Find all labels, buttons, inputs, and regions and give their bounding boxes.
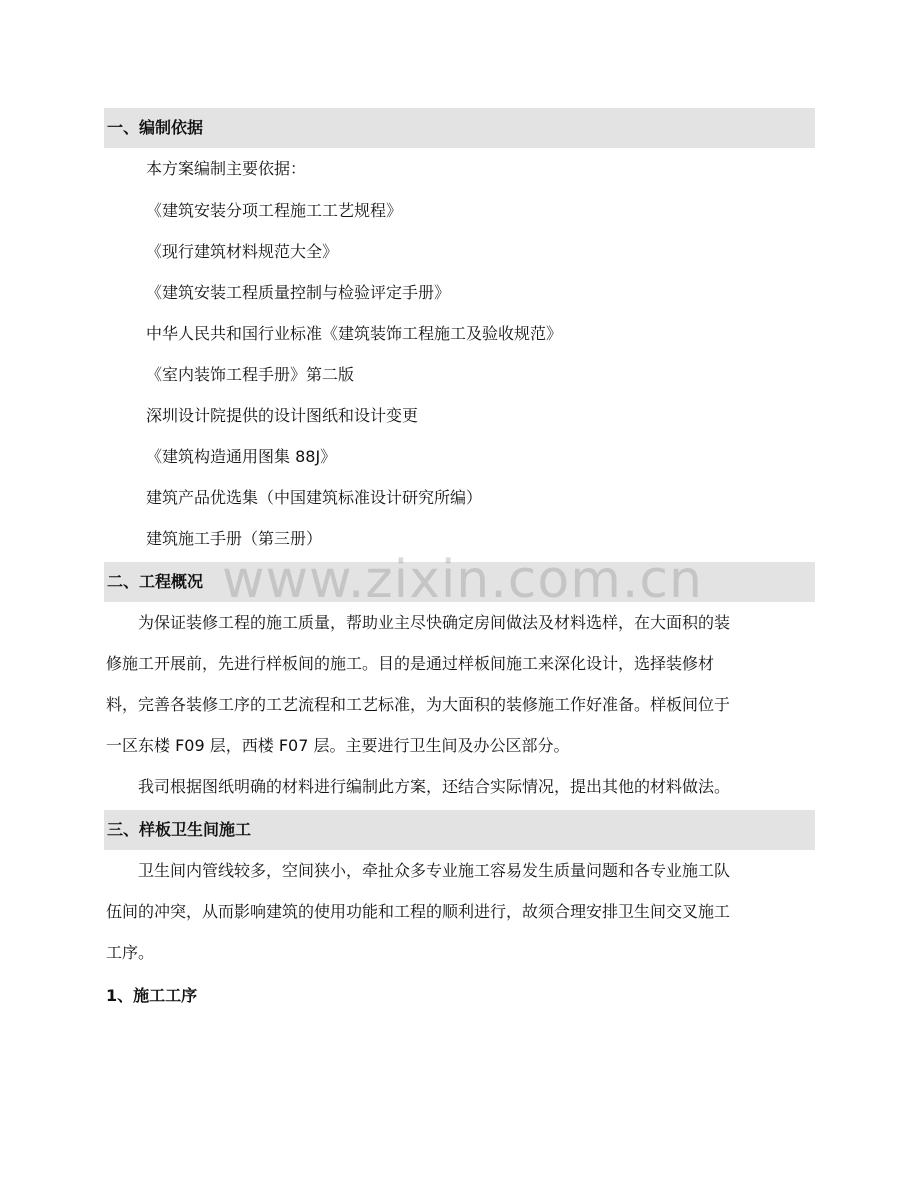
reference-item: 《建筑构造通用图集 88J》 bbox=[146, 447, 337, 466]
reference-item: 建筑施工手册（第三册） bbox=[146, 529, 323, 548]
reference-item: 中华人民共和国行业标准《建筑装饰工程施工及验收规范》 bbox=[146, 324, 563, 343]
reference-item: 《建筑安装分项工程施工工艺规程》 bbox=[146, 201, 403, 220]
overview-line: 一区东楼 F09 层，西楼 F07 层。主要进行卫生间及办公区部分。 bbox=[106, 736, 570, 755]
overview-line: 料，完善各装修工序的工艺流程和工艺标准，为大面积的装修施工作好准备。样板间位于 bbox=[106, 695, 731, 714]
reference-item: 建筑产品优选集（中国建筑标准设计研究所编） bbox=[146, 488, 483, 507]
bathroom-line: 伍间的冲突，从而影响建筑的使用功能和工程的顺利进行，故须合理安排卫生间交叉施工 bbox=[106, 902, 731, 921]
reference-item: 《建筑安装工程质量控制与检验评定手册》 bbox=[146, 283, 451, 302]
overview-line: 我司根据图纸明确的材料进行编制此方案，还结合实际情况，提出其他的材料做法。 bbox=[106, 777, 731, 796]
section-heading-overview: 二、工程概况 bbox=[104, 562, 815, 602]
overview-line: 为保证装修工程的施工质量，帮助业主尽快确定房间做法及材料选样，在大面积的装 bbox=[106, 613, 731, 632]
bathroom-line: 工序。 bbox=[106, 943, 155, 962]
basis-intro: 本方案编制主要依据： bbox=[146, 159, 307, 178]
watermark: www.zixin.com.cn bbox=[222, 550, 703, 610]
reference-item: 《现行建筑材料规范大全》 bbox=[146, 242, 339, 261]
bathroom-line: 卫生间内管线较多，空间狭小，牵扯众多专业施工容易发生质量问题和各专业施工队 bbox=[106, 861, 731, 880]
reference-item: 深圳设计院提供的设计图纸和设计变更 bbox=[146, 406, 419, 425]
overview-line: 修施工开展前，先进行样板间的施工。目的是通过样板间施工来深化设计，选择装修材 bbox=[106, 654, 715, 673]
subheading-construction-sequence: 1、施工工序 bbox=[106, 986, 198, 1005]
reference-item: 《室内装饰工程手册》第二版 bbox=[146, 365, 355, 384]
section-heading-basis: 一、编制依据 bbox=[104, 108, 815, 148]
section-heading-sample-bathroom: 三、样板卫生间施工 bbox=[104, 810, 815, 850]
